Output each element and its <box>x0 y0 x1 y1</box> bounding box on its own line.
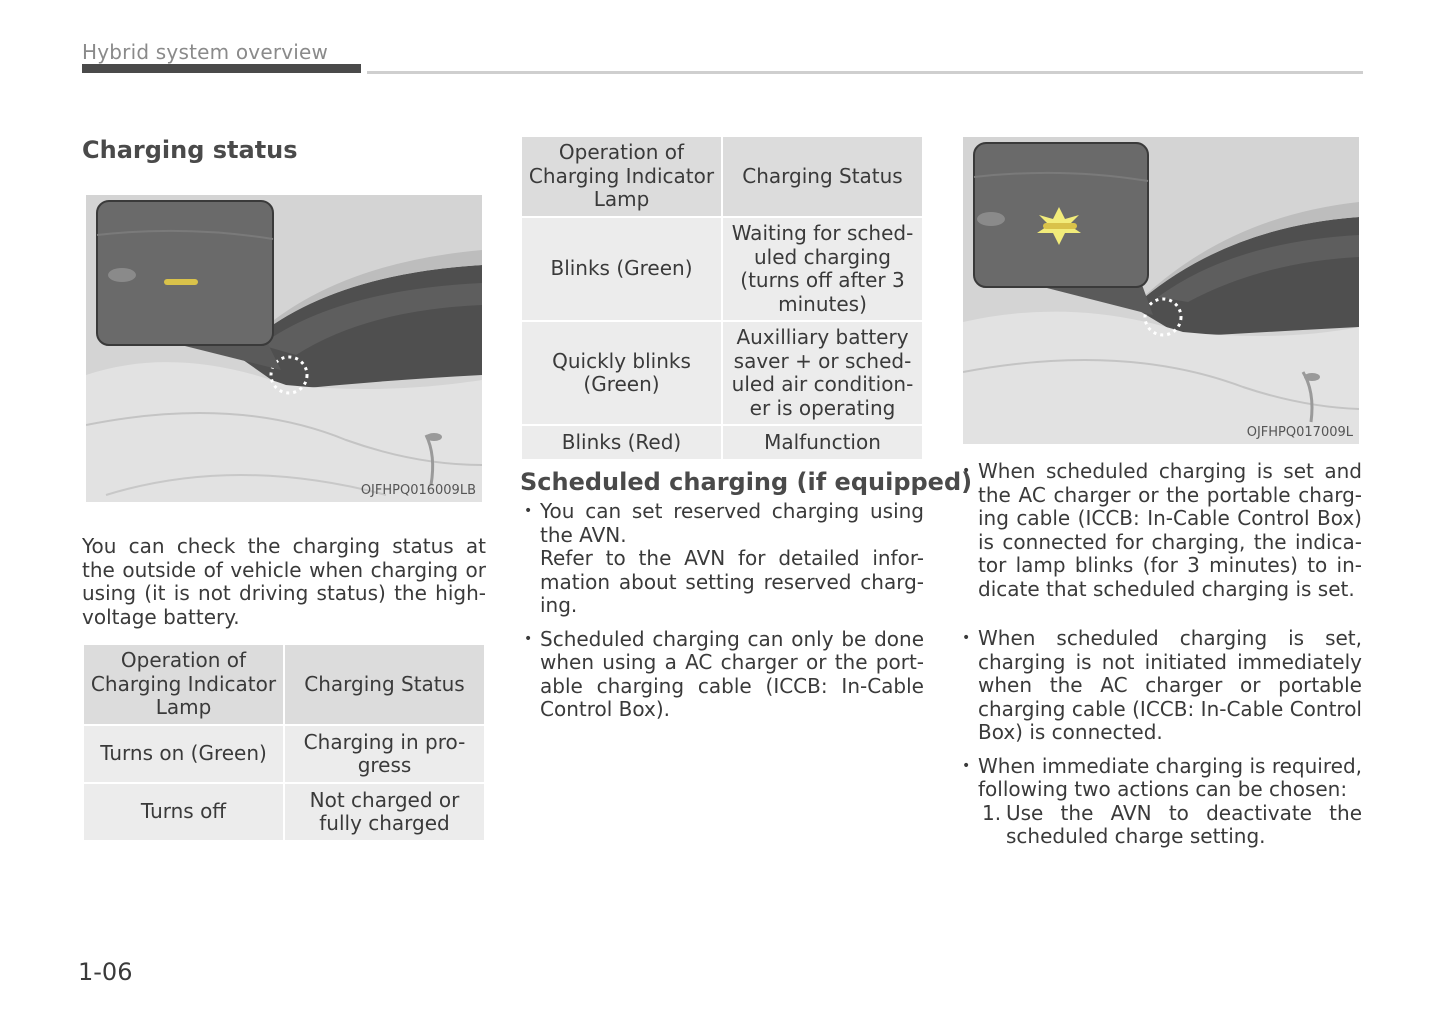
list-item-text: • When immediate charging is required, following two actions can be chosen: <box>978 753 1362 801</box>
car-hood-illustration <box>86 195 482 502</box>
table-cell: Waiting for sched-uled charging (turns off after 3 minutes) <box>722 217 923 321</box>
table-cell: Charging in pro-gress <box>284 725 485 783</box>
table-row <box>521 425 923 460</box>
figure-code: OJFHPQ017009L <box>1246 425 1353 440</box>
scheduled-status-table <box>520 135 924 461</box>
table-cell: Not charged or fully charged <box>284 783 485 841</box>
table-cell: Auxilliary battery saver + or sched-uled air condition-er is operating <box>722 321 923 425</box>
table-row <box>521 321 923 425</box>
scheduled-notes-list <box>958 460 1362 849</box>
table-cell: Quickly blinks (Green) <box>521 321 722 425</box>
step-item <box>978 802 1362 849</box>
table-cell: Blinks (Green) <box>521 217 722 321</box>
scheduled-charging-list <box>520 500 924 722</box>
step-text: Use the AVN to deactivate the scheduled charge setting. <box>1006 800 1362 848</box>
car-hood-illustration <box>963 137 1359 444</box>
list-item <box>958 755 1362 849</box>
list-item-text: • You can set reserved charging using the AVN. <box>540 499 924 547</box>
table-row <box>83 783 485 841</box>
list-item-text: Scheduled charging can only be done when using a AC charger or the port-able charging cable (ICCB: In-Cable Control Box). <box>540 626 924 721</box>
charging-status-table <box>82 643 486 842</box>
list-item <box>958 460 1362 601</box>
steps-list <box>978 802 1362 849</box>
list-item-text: When scheduled charging is set and the AC charger or the portable charg-ing cable (ICCB: In-Cable Control Box) is connected for charging, the indica-tor lamp blinks (for 3 minutes) to in-dicate that scheduled charging is set. <box>978 459 1362 601</box>
intro-paragraph: You can check the charging status at the outside of vehicle when charging or using (it is not driving status) the high-voltage battery. <box>82 534 486 629</box>
table-row <box>521 217 923 321</box>
list-item <box>520 628 924 722</box>
table-header-cell: Operation of Charging Indicator Lamp <box>83 644 284 725</box>
table-cell: Turns on (Green) <box>83 725 284 783</box>
figure-code: OJFHPQ016009LB <box>360 483 476 498</box>
table-cell: Turns off <box>83 783 284 841</box>
running-header: Hybrid system overview <box>82 40 329 64</box>
scheduled-lamp-figure <box>963 137 1359 444</box>
step-number: 1. <box>982 800 1002 825</box>
table-header-cell: Operation of Charging Indicator Lamp <box>521 136 722 217</box>
table-header-row <box>521 136 923 217</box>
section-heading-scheduled-charging: Scheduled charging (if equipped) <box>520 468 973 496</box>
list-item <box>520 500 924 618</box>
table-cell: Malfunction <box>722 425 923 460</box>
table-row <box>83 725 485 783</box>
table-cell: Blinks (Red) <box>521 425 722 460</box>
page-number: 1-06 <box>78 958 133 986</box>
table-header-cell: Charging Status <box>284 644 485 725</box>
charging-lamp-figure <box>86 195 482 502</box>
table-header-cell: Charging Status <box>722 136 923 217</box>
list-item <box>958 627 1362 745</box>
header-rule <box>367 71 1363 74</box>
list-item-text: Refer to the AVN for detailed infor-mation about setting reserved charg-ing. <box>540 546 924 617</box>
header-bar <box>82 64 361 73</box>
list-item-text: When scheduled charging is set, charging is not initiated immediately when the AC charger or portable charging cable (ICCB: In-Cable Control Box) is connected. <box>978 626 1362 744</box>
table-header-row <box>83 644 485 725</box>
section-heading-charging-status: Charging status <box>82 136 298 164</box>
